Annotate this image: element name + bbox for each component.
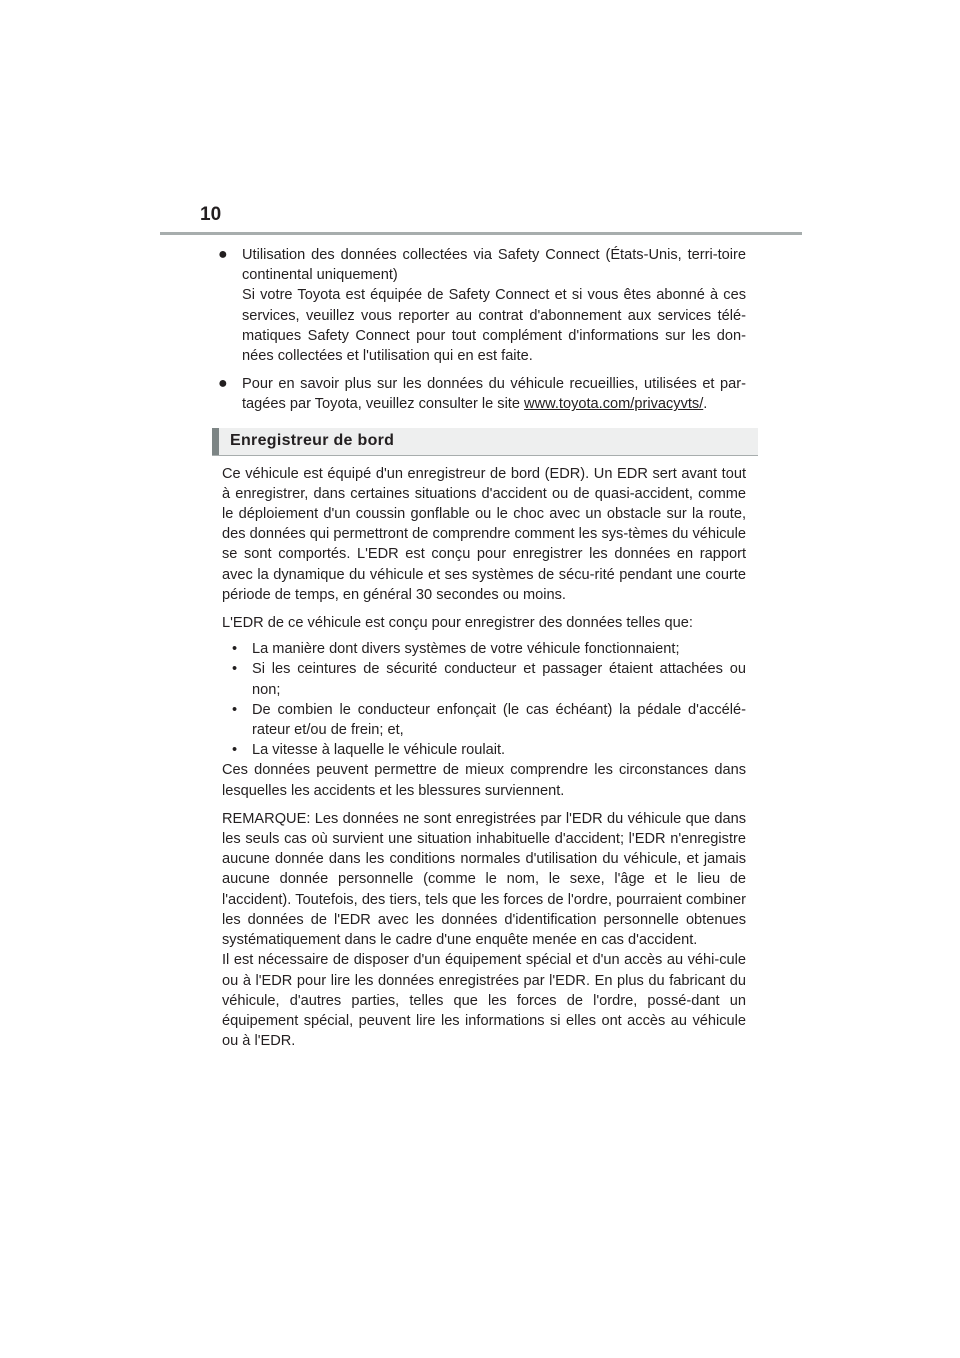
list-item-text: La vitesse à laquelle le véhicule roulait. (252, 742, 506, 759)
list-dot-icon: • (232, 742, 238, 759)
bullet-title: Utilisation des données collectées via Safety Connect (États-Unis, terri-toire continental uniquement) (242, 247, 746, 284)
privacy-link[interactable]: www.toyota.com/privacyvts/ (524, 396, 704, 413)
bullet-privacy (218, 374, 746, 414)
list-item-text: La manière dont divers systèmes de votre véhicule fonctionnaient; (252, 641, 680, 658)
bullet-text-after: . (703, 396, 708, 413)
list-item (222, 740, 746, 760)
paragraph-edr-purpose: Ces données peuvent permettre de mieux comprendre les circonstances dans lesquelles les accidents et les blessures surviennent. (222, 762, 746, 799)
bullet-dot-icon: ● (218, 375, 228, 393)
paragraph-remarque: REMARQUE: Les données ne sont enregistrées par l'EDR du véhicule que dans les seuls cas où survient une situation inhabituelle d'accident; l'EDR n'enregistre aucune donnée dans les conditions normales d'utilisation du véhicule, et jamais aucune donnée personnelle (comme le nom, le sexe, l'âge et le lieu de l'accident). Toutefois, des tiers, tels que les forces de l'ordre, pourraient combiner les données de l'EDR avec les données d'identification personnelle obtenues systématiquement dans le cadre d'une enquête menée en cas d'accident. (222, 810, 746, 949)
paragraph-edr-data: L'EDR de ce véhicule est conçu pour enregistrer des données telles que: (222, 615, 693, 632)
list-dot-icon: • (232, 661, 238, 678)
list-dot-icon: • (232, 701, 238, 718)
page-content (218, 245, 746, 1059)
list-dot-icon: • (232, 641, 238, 658)
edr-data-list (222, 639, 746, 760)
header-rule (160, 232, 802, 235)
bullet-dot-icon: ● (218, 246, 228, 263)
paragraph-edr-intro: Ce véhicule est équipé d'un enregistreur de bord (EDR). Un EDR sert avant tout à enregistrer, dans certaines situations d'accident ou de quasi-accident, comme le déploiement d'un coussin gonflable ou le choc avec un obstacle sur la route, des données qui permettront de comprendre comment les sys-tèmes du véhicule se sont comportés. L'EDR est conçu pour enregistrer les données en rapport avec la dynamique du véhicule et ses systèmes de sécu-rité pendant une courte période de temps, en général 30 secondes ou moins. (222, 465, 746, 603)
bullet-text-before: Pour en savoir plus sur les données du véhicule recueillies, utilisées et par-tagées par Toyota, veuillez consulter le site (242, 376, 746, 413)
section-bar (212, 428, 219, 455)
list-item-text: Si les ceintures de sécurité conducteur et passager étaient attachées ou non; (252, 661, 746, 698)
list-item (222, 639, 746, 659)
list-item-text: De combien le conducteur enfonçait (le cas échéant) la pédale d'accélé-rateur et/ou de frein; et, (252, 701, 746, 739)
page-number: 10 (200, 204, 222, 225)
list-item (222, 700, 746, 740)
bullet-text (242, 374, 746, 414)
list-item (222, 659, 746, 699)
bullet-text: Si votre Toyota est équipée de Safety Connect et si vous êtes abonné à ces services, veuillez vous reporter au contrat d'abonnement aux services télé-matiques Safety Connect pour tout complément d'informations sur les don-nées collectées et l'utilisation qui en est faite. (242, 287, 746, 365)
section-heading (212, 428, 758, 456)
section-title: Enregistreur de bord (230, 432, 395, 450)
paragraph-edr-access: Il est nécessaire de disposer d'un équipement spécial et d'un accès au véhi-cule ou à l'EDR pour lire les données enregistrées par l'EDR. En plus du fabricant du véhicule, d'autres parties, telles que les forces de l'ordre, possé-dant un équipement spécial, peuvent lire les informations si elles ont accès au véhicule ou à l'EDR. (222, 952, 746, 1050)
bullet-safety-connect (218, 245, 746, 366)
